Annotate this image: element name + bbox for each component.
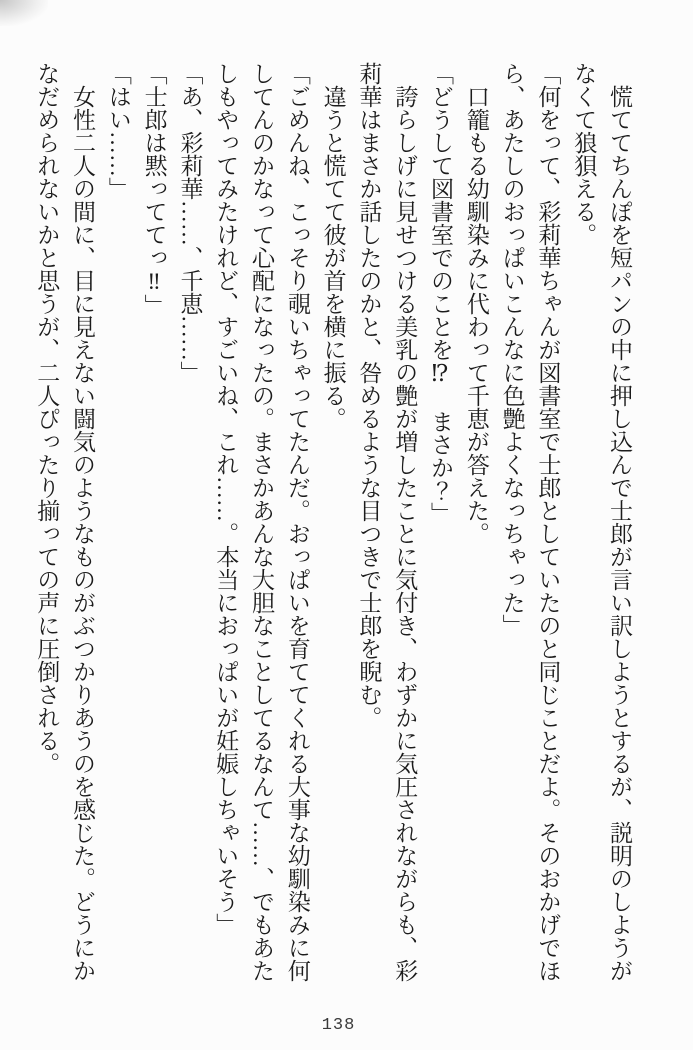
text-line: 「あ、彩莉華……、千恵……」 xyxy=(177,62,203,384)
page-text xyxy=(28,62,637,992)
text-line: 「どうして図書室でのことを⁉ まさか？」 xyxy=(428,62,454,525)
text-line: 慌ててちんぽを短パンの中に押し込んで士郎が言い訳しようとするが、説明のしようが xyxy=(607,62,632,982)
text-line: なだめられないかと思うが、二人ぴったり揃っての声に圧倒される。 xyxy=(34,62,60,775)
text-line: 誇らしげに見せつける美乳の艶が増したことに気付き、わずかに気圧されながらも、彩 xyxy=(392,62,418,982)
text-line: 「ごめんね、こっそり覗いちゃってたんだ。おっぱいを育ててくれる大事な幼馴染みに何 xyxy=(284,62,310,982)
text-line: 「はい……」 xyxy=(105,62,131,200)
text-line: してんのかなって心配になったの。まさかあんな大胆なことしてるなんて……、でもあた xyxy=(249,62,275,982)
scan-artifact xyxy=(0,0,48,26)
text-line: なくて狼狽える。 xyxy=(571,62,597,246)
text-line: 口籠もる幼馴染みに代わって千恵が答えた。 xyxy=(463,62,489,545)
text-line: 「士郎は黙っててっ‼」 xyxy=(141,62,167,317)
page-number: 138 xyxy=(321,1016,356,1035)
text-line: ら、あたしのおっぱいこんなに色艶よくなっちゃった」 xyxy=(499,62,525,637)
text-line: しもやってみたけれど、すごいね、これ……。本当におっぱいが妊娠しちゃいそう」 xyxy=(213,62,239,936)
text-line: 莉華はまさか話したのかと、咎めるような目つきで士郎を睨む。 xyxy=(356,62,382,729)
text-line: 女性二人の間に、目に見えない闘気のようなものがぶつかりあうのを感じた。どうにか xyxy=(70,62,96,982)
text-line: 違うと慌てて彼が首を横に振る。 xyxy=(320,62,346,430)
text-line: 「何をって、彩莉華ちゃんが図書室で士郎としていたのと同じことだよ。そのおかげでほ xyxy=(535,62,561,982)
